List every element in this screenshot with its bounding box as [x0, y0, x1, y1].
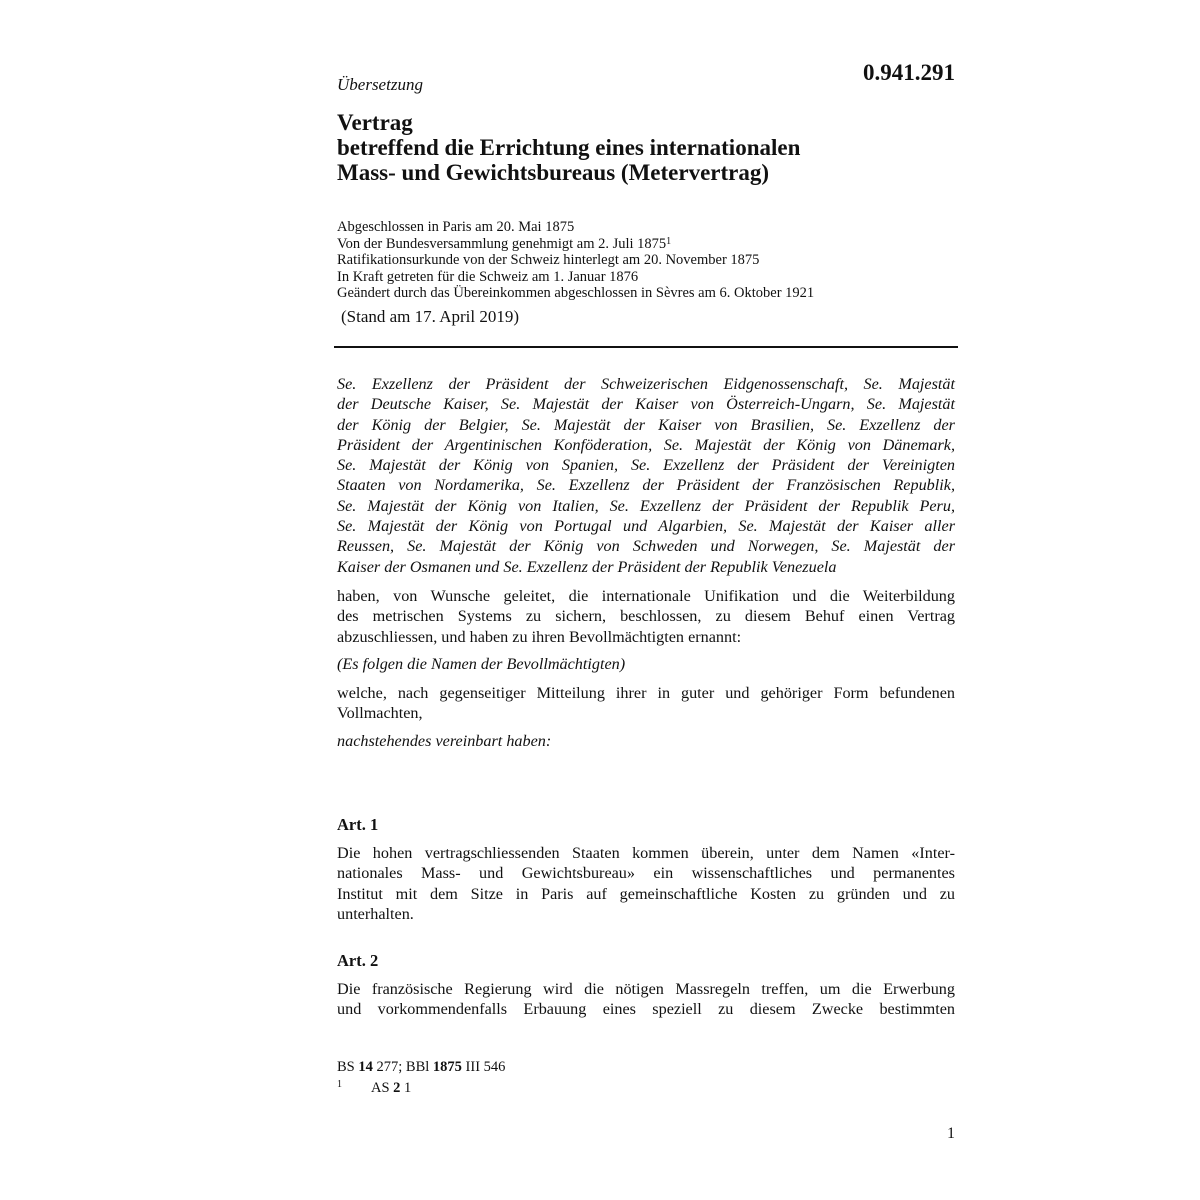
text-line: haben, von Wunsche geleitet, die internationale Unifikation und die Weiterbildung	[337, 587, 955, 605]
footnote-1: 1 AS 2 1	[337, 1079, 412, 1096]
text-line: und vorkommendenfalls Erbauung eines speziell zu diesem Zwecke bestimmten	[337, 1000, 955, 1019]
text-line: welche, nach gegenseitiger Mitteilung ihrer in guter und gehöriger Form befundenen	[337, 684, 955, 702]
footnote-ref-1[interactable]: 1	[666, 235, 672, 247]
footnote-bold: 2	[393, 1080, 401, 1096]
document-number: 0.941.291	[863, 60, 955, 85]
text-line: Präsident der Argentinischen Konföderation, Se. Majestät der König von Dänemark,	[337, 435, 955, 454]
text-line: Se. Majestät der König von Portugal und Algarbien, Se. Majestät der Kaiser aller	[337, 517, 955, 536]
footnote-text: 1	[400, 1080, 412, 1096]
text-line: Se. Majestät der König von Spanien, Se. Exzellenz der Präsident der Vereinigten	[337, 456, 955, 475]
meta-concluded: Abgeschlossen in Paris am 20. Mai 1875	[337, 219, 575, 235]
meta-ratified: Ratifikationsurkunde von der Schweiz hinterlegt am 20. November 1875	[337, 252, 760, 268]
article-1-heading: Art. 1	[337, 815, 379, 834]
text-line: der König der Belgier, Se. Majestät der Kaiser von Brasilien, Se. Exzellenz der	[337, 415, 955, 434]
status-date: (Stand am 17. April 2019)	[341, 307, 520, 326]
meta-amended: Geändert durch das Übereinkommen abgeschlossen in Sèvres am 6. Oktober 1921	[337, 285, 815, 301]
text-line: unterhalten.	[337, 904, 414, 923]
translation-label: Übersetzung	[337, 75, 423, 94]
footnote-bold: 1875	[432, 1059, 462, 1075]
text-line: des metrischen Systems zu sichern, beschlossen, zu diesem Behuf einen Vertrag	[337, 607, 955, 626]
text-line: Reussen, Se. Majestät der König von Schweden und Norwegen, Se. Majestät der	[337, 537, 955, 556]
preamble-powers	[337, 683, 955, 724]
footnote-bold: 14	[358, 1059, 373, 1075]
header-divider	[334, 346, 958, 348]
preamble-parties	[337, 374, 955, 577]
text-line: Vollmachten,	[337, 704, 423, 723]
title-line: betreffend die Errichtung eines internationalen	[337, 135, 801, 160]
text-line: Se. Exzellenz der Präsident der Schweizerischen Eidgenossenschaft, Se. Majestät	[337, 375, 955, 393]
preamble-agreed	[337, 731, 955, 751]
text-line: Die französische Regierung wird die nötigen Massregeln treffen, um die Erwerbung	[337, 980, 955, 998]
text-line: nachstehendes vereinbart haben:	[337, 732, 552, 750]
meta-in-force: In Kraft getreten für die Schweiz am 1. Januar 1876	[337, 268, 639, 285]
text-line: Kaiser der Osmanen und Se. Exzellenz der Präsident der Republik Venezuela	[337, 557, 837, 576]
text-line: der Deutsche Kaiser, Se. Majestät der Kaiser von Österreich-Ungarn, Se. Majestät	[337, 395, 955, 414]
treaty-metadata	[337, 219, 814, 302]
document-title	[337, 110, 800, 185]
footnote-text: III 546	[461, 1059, 506, 1075]
preamble-plenipotentiaries	[337, 654, 955, 674]
text-line: Staaten von Nordamerika, Se. Exzellenz der Präsident der Französischen Republik,	[337, 476, 955, 495]
title-line: Mass- und Gewichtsbureaus (Metervertrag)	[337, 160, 770, 185]
meta-approved: Von der Bundesversammlung genehmigt am 2. Juli 1875	[337, 235, 667, 252]
footnote-text: BS	[337, 1059, 359, 1075]
text-line: abzuschliessen, und haben zu ihren Bevollmächtigten ernannt:	[337, 627, 742, 646]
text-line: (Es folgen die Namen der Bevollmächtigten)	[337, 655, 626, 673]
article-2-text	[337, 979, 955, 1020]
text-line: nationales Mass- und Gewichtsbureau» ein wissenschaftliches und permanentes	[337, 864, 955, 883]
article-1-text	[337, 843, 955, 924]
text-line: Institut mit dem Sitze in Paris auf gemeinschaftliche Kosten zu gründen und zu	[337, 884, 955, 903]
footnote-text: 277; BBl	[372, 1059, 433, 1075]
footnote-source	[337, 1057, 505, 1078]
article-2-heading: Art. 2	[337, 951, 379, 970]
page-number: 1	[947, 1125, 955, 1142]
meta-approved-line	[337, 236, 814, 253]
title-line: Vertrag	[337, 110, 413, 135]
text-line: Die hohen vertragschliessenden Staaten kommen überein, unter dem Namen «Inter-	[337, 844, 955, 862]
footnote-text: AS	[371, 1080, 394, 1096]
text-line: Se. Majestät der König von Italien, Se. Exzellenz der Präsident der Republik Peru,	[337, 496, 955, 515]
preamble-intent	[337, 586, 955, 647]
